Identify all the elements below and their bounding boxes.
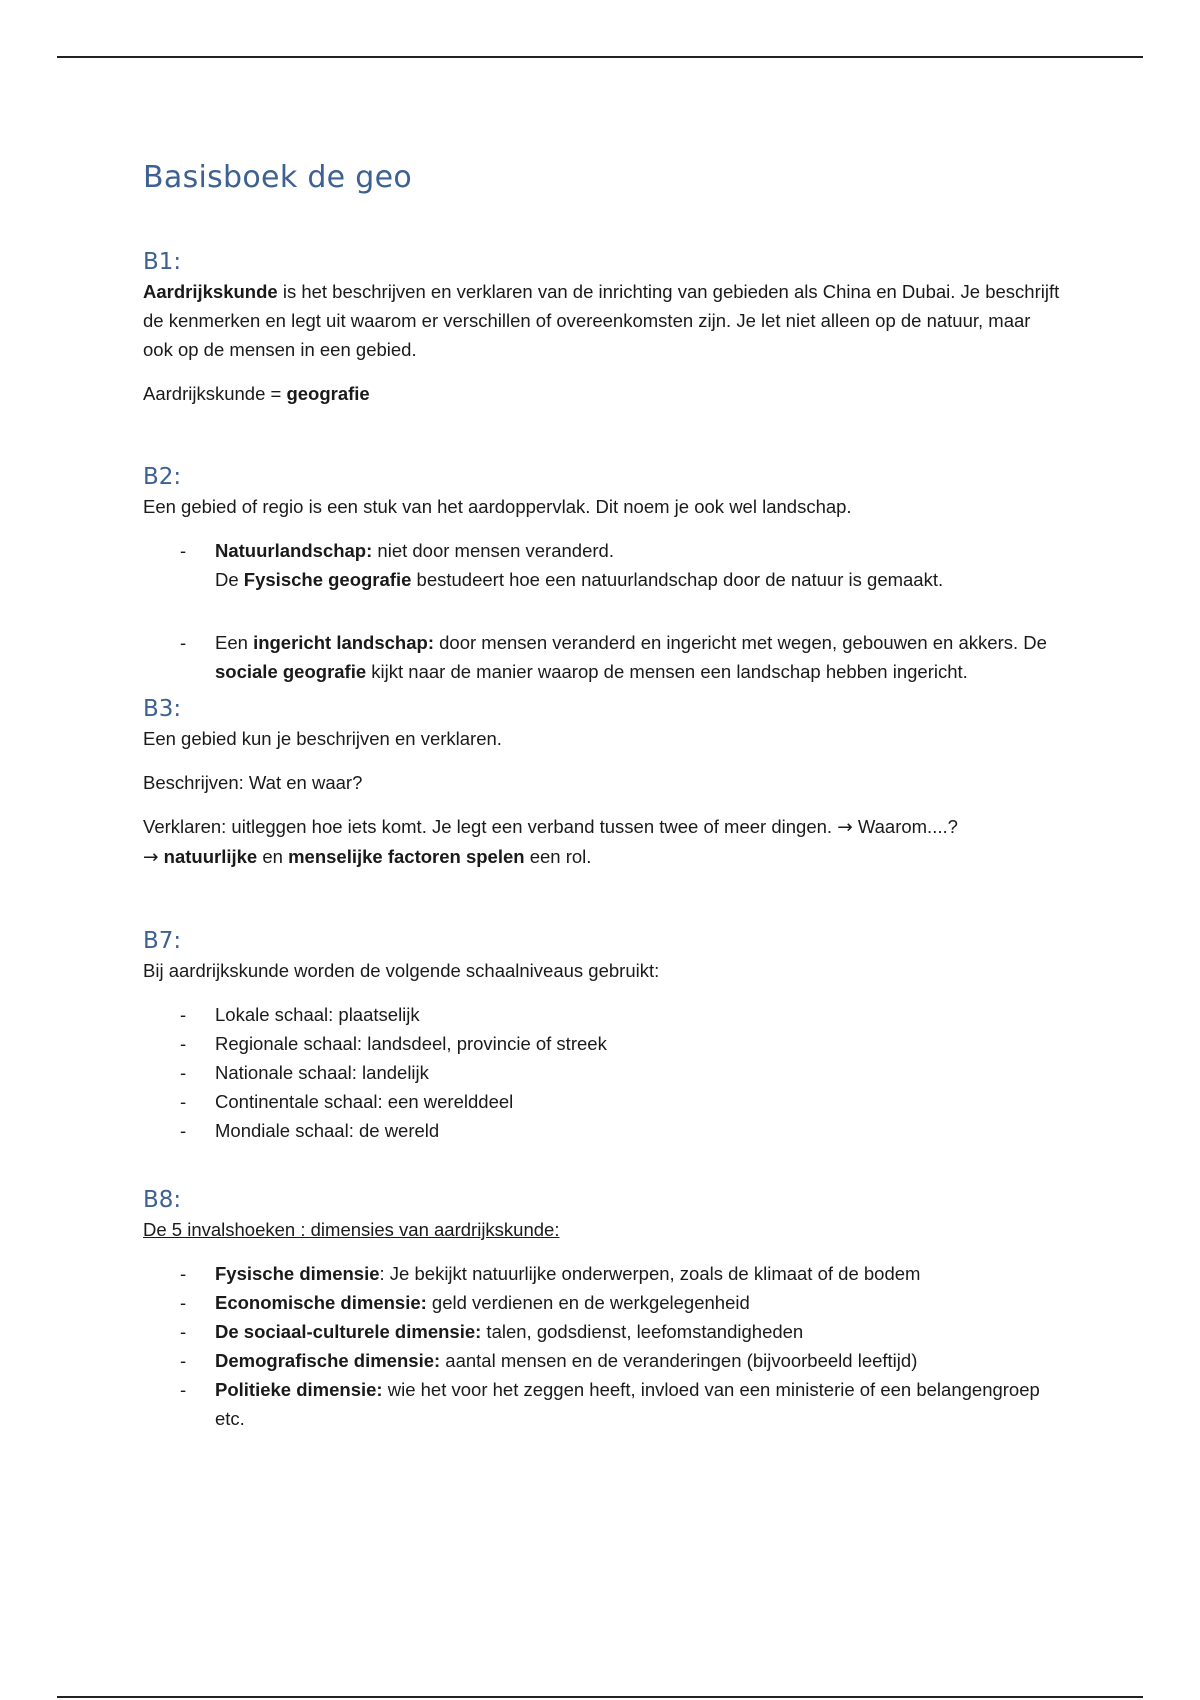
paragraph-text: en xyxy=(257,846,289,867)
list-item xyxy=(143,628,1063,686)
page-title: Basisboek de geo xyxy=(143,160,413,195)
item-text: talen, godsdienst, leefomstandigheden xyxy=(481,1321,804,1342)
term: Natuurlandschap: xyxy=(215,540,373,561)
section-b7 xyxy=(143,926,1063,1145)
item-text: De xyxy=(215,569,244,590)
term: sociale geografie xyxy=(215,661,367,682)
landscape-list-2 xyxy=(143,628,1063,686)
landscape-list xyxy=(143,536,1063,594)
paragraph-text: is het beschrijven en verklaren van de inrichting van gebieden als China en Dubai. Je beschrijft de kenmerken en legt uit waarom er verschillen of overeenkomsten zijn. Je let niet alleen op de natuur, maar ook op de mensen in een gebied. xyxy=(143,281,1060,360)
scale-list xyxy=(143,1000,1063,1145)
list-item xyxy=(143,1375,1063,1433)
item-text: aantal mensen en de veranderingen (bijvoorbeeld leeftijd) xyxy=(440,1350,918,1371)
header-rule xyxy=(57,56,1143,58)
term: Aardrijkskunde xyxy=(143,281,278,302)
dimension-list xyxy=(143,1259,1063,1433)
item-text: : Je bekijkt natuurlijke onderwerpen, zoals de klimaat of de bodem xyxy=(379,1263,921,1284)
arrow-right-icon: → xyxy=(143,847,159,868)
item-text: geld verdienen en de werkgelegenheid xyxy=(426,1292,750,1313)
list-item: - Continentale schaal: een werelddeel xyxy=(143,1087,1063,1116)
list-item: - Regionale schaal: landsdeel, provincie of streek xyxy=(143,1029,1063,1058)
paragraph xyxy=(143,379,1063,408)
footer-rule xyxy=(57,1696,1143,1698)
term: ingericht landschap: xyxy=(253,632,434,653)
item-text: bestudeert hoe een natuurlandschap door de natuur is gemaakt. xyxy=(411,569,944,590)
paragraph-text: Verklaren: uitleggen hoe iets komt. Je legt een verband tussen twee of meer dingen. xyxy=(143,816,838,837)
term: Fysische dimensie xyxy=(215,1263,380,1284)
section-heading: B8: xyxy=(143,1187,182,1213)
term: Politieke dimensie: xyxy=(215,1379,383,1400)
section-b2 xyxy=(143,462,1063,686)
list-item: - Nationale schaal: landelijk xyxy=(143,1058,1063,1087)
list-item xyxy=(143,1288,1063,1317)
list-item xyxy=(143,1317,1063,1346)
paragraph-text: een rol. xyxy=(524,846,592,867)
paragraph xyxy=(143,277,1063,364)
document-body xyxy=(143,160,1063,1433)
list-item xyxy=(143,536,1063,594)
term: Demografische dimensie: xyxy=(215,1350,441,1371)
item-text: kijkt naar de manier waarop de mensen een landschap hebben ingericht. xyxy=(366,661,968,682)
item-text: niet door mensen veranderd. xyxy=(372,540,614,561)
term: Economische dimensie: xyxy=(215,1292,427,1313)
paragraph-text: Waarom....? xyxy=(852,816,958,837)
list-item: - Mondiale schaal: de wereld xyxy=(143,1116,1063,1145)
section-b1 xyxy=(143,247,1063,408)
term: De sociaal-culturele dimensie: xyxy=(215,1321,482,1342)
paragraph: Een gebied of regio is een stuk van het aardoppervlak. Dit noem je ook wel landschap. xyxy=(143,496,852,517)
section-heading: B1: xyxy=(143,249,182,275)
item-text: wie het voor het zeggen heeft, invloed van een ministerie of een belangengroep etc. xyxy=(215,1379,1040,1429)
item-text: door mensen veranderd en ingericht met wegen, gebouwen en akkers. De xyxy=(433,632,1047,653)
section-b8 xyxy=(143,1185,1063,1433)
term: natuurlijke xyxy=(158,846,258,867)
term: geografie xyxy=(286,383,370,404)
term: Fysische geografie xyxy=(243,569,412,590)
paragraph xyxy=(143,812,1063,872)
paragraph: De 5 invalshoeken : dimensies van aardrijkskunde: xyxy=(143,1219,560,1240)
section-b3 xyxy=(143,694,1063,872)
section-heading: B7: xyxy=(143,928,182,954)
paragraph: Bij aardrijkskunde worden de volgende schaalniveaus gebruikt: xyxy=(143,960,660,981)
list-item: - Lokale schaal: plaatselijk xyxy=(143,1000,1063,1029)
list-item xyxy=(143,1259,1063,1288)
list-item xyxy=(143,1346,1063,1375)
arrow-right-icon: → xyxy=(837,817,853,838)
section-heading: B3: xyxy=(143,696,182,722)
section-heading: B2: xyxy=(143,464,182,490)
item-text: Een xyxy=(215,632,254,653)
paragraph: Een gebied kun je beschrijven en verklaren. xyxy=(143,728,502,749)
paragraph-text: Aardrijkskunde = xyxy=(143,383,287,404)
term: menselijke factoren spelen xyxy=(288,846,525,867)
paragraph: Beschrijven: Wat en waar? xyxy=(143,772,363,793)
